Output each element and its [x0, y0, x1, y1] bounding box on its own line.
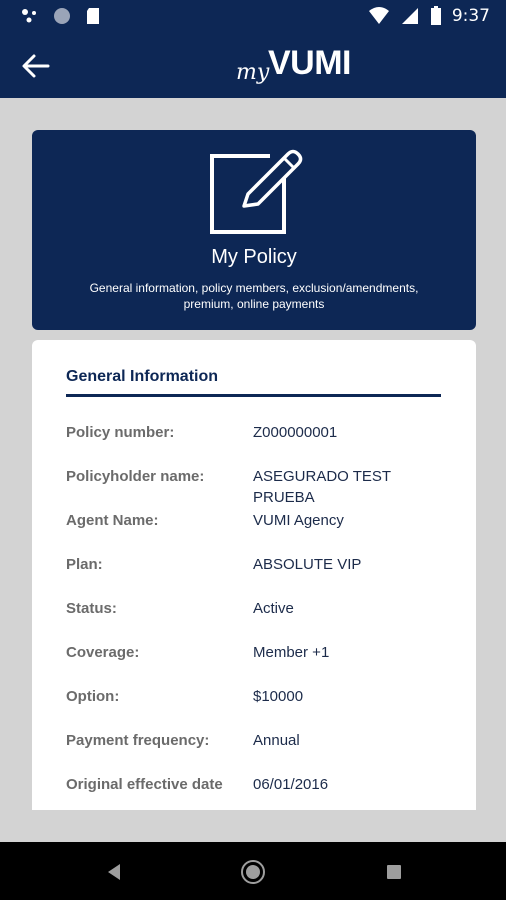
info-label: Plan: [66, 556, 103, 573]
info-label: Coverage: [66, 644, 140, 661]
app-bar [0, 34, 506, 98]
wifi-icon [368, 6, 390, 26]
section-divider [66, 394, 441, 397]
status-bar-right [368, 6, 490, 26]
info-label: Policy number: [66, 424, 175, 441]
general-information-card [32, 340, 476, 810]
status-time: 9:37 [451, 6, 490, 26]
system-nav-bar [0, 842, 506, 900]
logo-name: VUMI [268, 44, 351, 82]
home-circle-icon [239, 858, 267, 886]
app-notification-icon [20, 6, 40, 26]
status-bar-left [20, 6, 102, 26]
info-value: ABSOLUTE VIP [253, 556, 362, 573]
arrow-left-icon [18, 50, 52, 82]
nav-home-button[interactable] [239, 858, 267, 886]
status-bar [0, 0, 506, 34]
info-label: Original effective date [66, 776, 223, 793]
info-label: Policyholder name: [66, 468, 205, 485]
info-label: Status: [66, 600, 117, 617]
edit-document-icon [208, 148, 304, 238]
sd-card-icon [84, 6, 102, 26]
nav-back-button[interactable] [100, 858, 128, 886]
logo-prefix: my [236, 60, 270, 85]
nav-recents-button[interactable] [380, 858, 408, 886]
signal-icon [400, 6, 420, 26]
info-value: Member +1 [253, 644, 330, 661]
info-value: ASEGURADO TEST PRUEBA [253, 468, 391, 506]
my-policy-banner [32, 130, 476, 330]
info-value: Active [253, 600, 294, 617]
info-value: 06/01/2016 [253, 776, 329, 793]
back-triangle-icon [100, 858, 128, 886]
info-label: Payment frequency: [66, 732, 210, 749]
battery-icon [430, 6, 442, 26]
info-value: Annual [253, 732, 300, 749]
app-logo [236, 42, 356, 92]
info-value: $10000 [253, 688, 304, 705]
recents-square-icon [380, 858, 408, 886]
info-label: Option: [66, 688, 120, 705]
info-value: VUMI Agency [253, 512, 344, 529]
info-value: Z000000001 [253, 424, 338, 441]
page-description: General information, policy members, exclusion/amendments, premium, online payments [89, 281, 419, 311]
back-button[interactable] [18, 50, 52, 82]
info-label: Agent Name: [66, 512, 159, 529]
circle-notification-icon [52, 6, 72, 26]
page-title: My Policy [211, 246, 297, 268]
section-title: General Information [66, 368, 219, 385]
